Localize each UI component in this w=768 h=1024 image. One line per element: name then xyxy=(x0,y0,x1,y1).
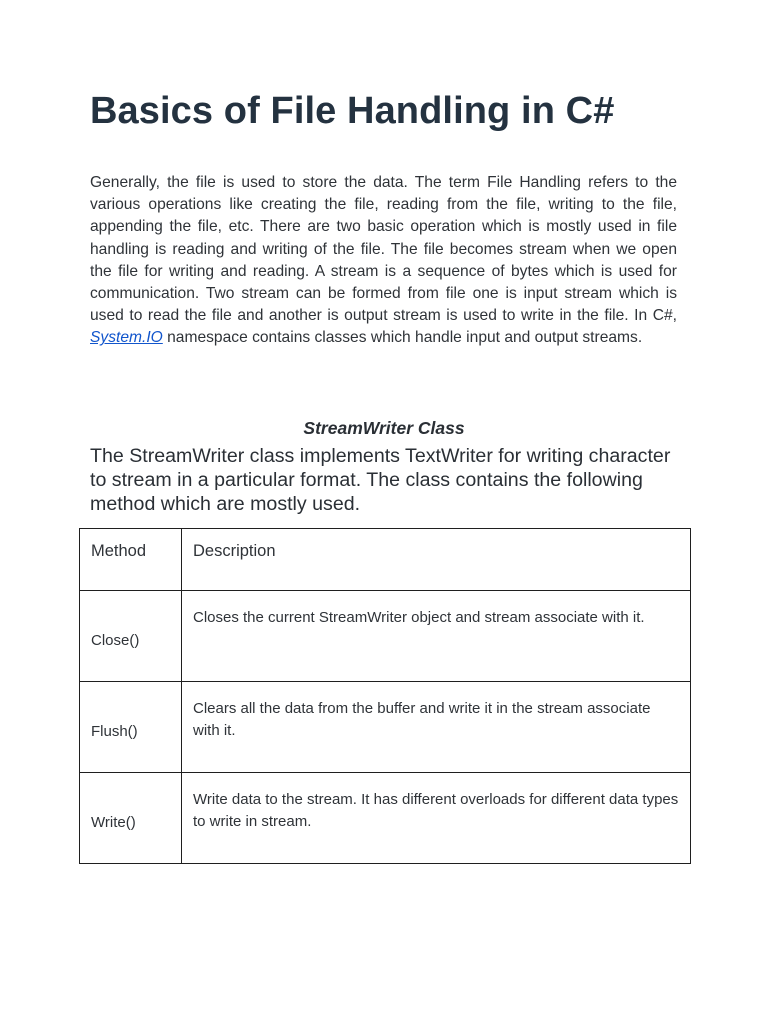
header-method: Method xyxy=(80,529,182,591)
table-row xyxy=(80,591,691,682)
section-description: The StreamWriter class implements TextWriter for writing character to stream in a particular format. The class contains the following method which are mostly used. xyxy=(90,445,671,515)
description-cell: Clears all the data from the buffer and write it in the stream associate with it. xyxy=(182,682,691,773)
section-heading: StreamWriter Class xyxy=(303,418,465,438)
intro-text-after-link: namespace contains classes which handle input and output streams. xyxy=(162,329,643,347)
system-io-link[interactable]: System.IO xyxy=(90,329,163,347)
method-cell: Write() xyxy=(80,773,182,864)
intro-paragraph xyxy=(90,172,677,350)
methods-table xyxy=(79,528,691,864)
intro-text-before-link: Generally, the file is used to store the data. The term File Handling refers to the various operations like creating the file, reading from the file, writing to the file, appending the file, etc. There are two basic operation which is mostly used in file handling is reading and writing of the file. The file becomes stream when we open the file for writing and reading. A stream is a sequence of bytes which is used for communication. Two stream can be formed from file one is input stream which is used to read the file and another is output stream is used to write in the file. In C#, xyxy=(90,174,677,325)
header-description: Description xyxy=(182,529,691,591)
description-cell: Closes the current StreamWriter object and stream associate with it. xyxy=(182,591,691,682)
table-row xyxy=(80,682,691,773)
method-cell: Flush() xyxy=(80,682,182,773)
method-cell: Close() xyxy=(80,591,182,682)
table-header-row xyxy=(80,529,691,591)
page-title: Basics of File Handling in C# xyxy=(90,90,615,132)
description-cell: Write data to the stream. It has different overloads for different data types to write in stream. xyxy=(182,773,691,864)
table-row xyxy=(80,773,691,864)
